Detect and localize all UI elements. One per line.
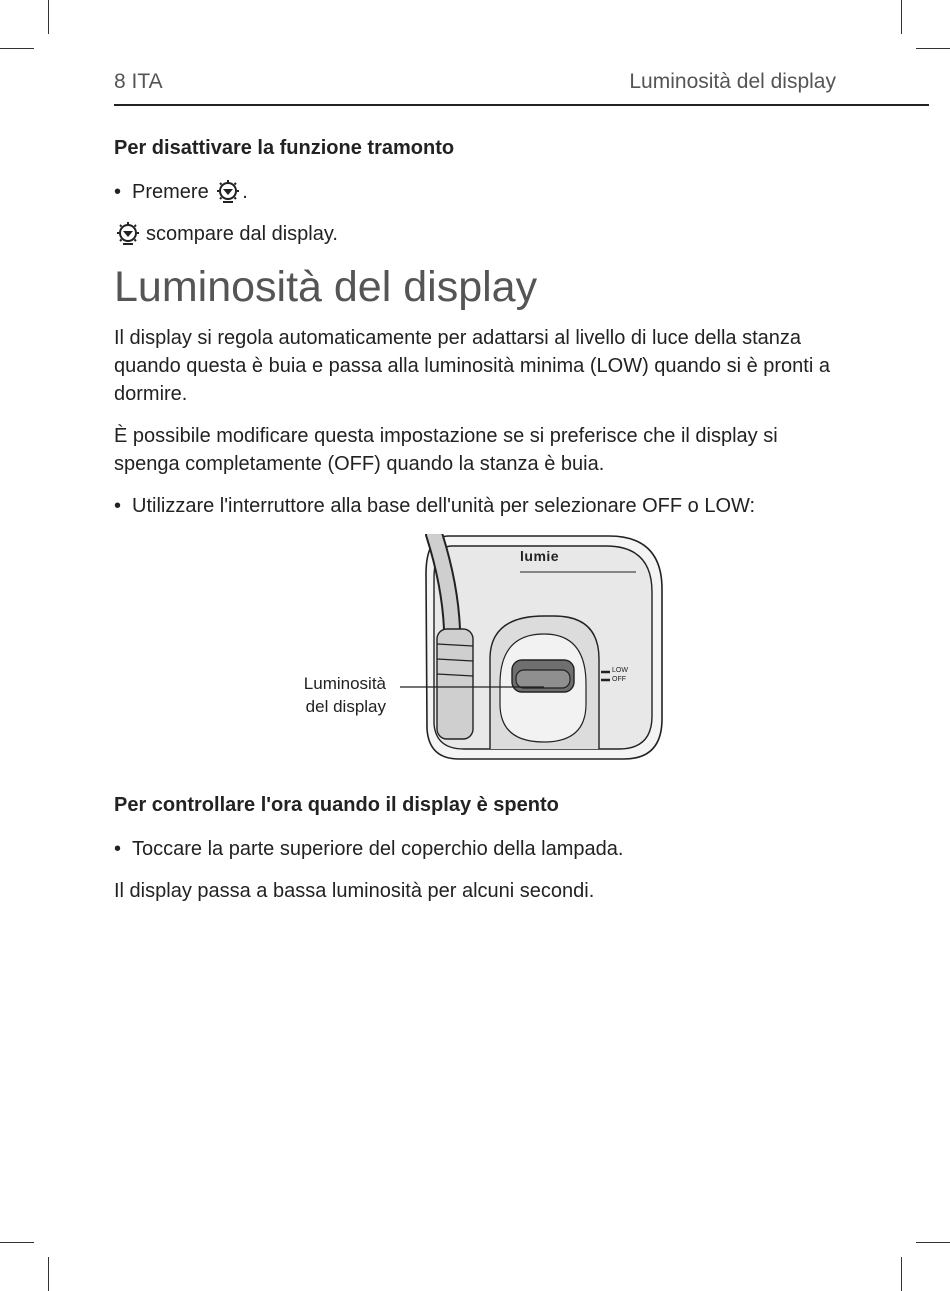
running-title: Luminosità del display <box>629 70 836 93</box>
sunset-bullet-label: Premere <box>132 181 209 203</box>
brand-logo: lumie <box>520 548 560 564</box>
sunset-result <box>114 220 844 248</box>
check-time-subheading: Per controllare l'ora quando il display è spento <box>114 794 559 816</box>
crop-mark <box>916 1242 950 1243</box>
check-time-result: Il display passa a bassa luminosità per alcuni secondi. <box>114 880 595 902</box>
switch-bullet <box>114 492 844 520</box>
device-figure <box>114 534 844 774</box>
crop-mark <box>901 0 902 34</box>
page-number: 8 ITA <box>114 70 163 93</box>
crop-mark <box>48 0 49 34</box>
page-header <box>114 70 836 98</box>
header-rule <box>114 104 929 106</box>
callout-line-2: del display <box>305 697 386 716</box>
lamp-base-illustration <box>114 534 844 774</box>
switch-label-low: LOW <box>612 667 628 674</box>
bullet-dot: • <box>114 181 122 203</box>
callout-line-1: Luminosità <box>303 674 386 693</box>
crop-mark <box>901 1257 902 1291</box>
crop-mark <box>48 1257 49 1291</box>
bullet-dot: • <box>114 495 122 517</box>
switch-bullet-text: Utilizzare l'interruttore alla base dell'unità per selezionare OFF o LOW: <box>132 495 756 517</box>
figure-callout <box>264 672 386 718</box>
sunset-icon <box>214 179 242 203</box>
crop-mark <box>0 1242 34 1243</box>
sunset-bullet-end: . <box>242 181 248 203</box>
brightness-paragraph-1: Il display si regola automaticamente per adattarsi al livello di luce della stanza quando questa è buia e passa alla luminosità minima (LOW) quando si è pronti a dormire. <box>114 327 830 405</box>
sunset-bullet <box>114 178 844 206</box>
sunset-bullet-text <box>132 178 248 206</box>
crop-mark <box>0 48 34 49</box>
section-title: Luminosità del display <box>114 263 538 311</box>
crop-mark <box>916 48 950 49</box>
touch-bullet <box>114 835 844 863</box>
sunset-result-text: scompare dal display. <box>146 223 338 245</box>
sunset-subheading: Per disattivare la funzione tramonto <box>114 137 455 159</box>
touch-bullet-text: Toccare la parte superiore del coperchio della lampada. <box>132 838 624 860</box>
switch-label-off: OFF <box>612 676 626 683</box>
page-content <box>114 137 844 919</box>
brightness-paragraph-2: È possibile modificare questa impostazione se si preferisce che il display si spenga completamente (OFF) quando la stanza è buia. <box>114 425 778 475</box>
sunset-icon <box>114 221 142 245</box>
bullet-dot: • <box>114 838 122 860</box>
